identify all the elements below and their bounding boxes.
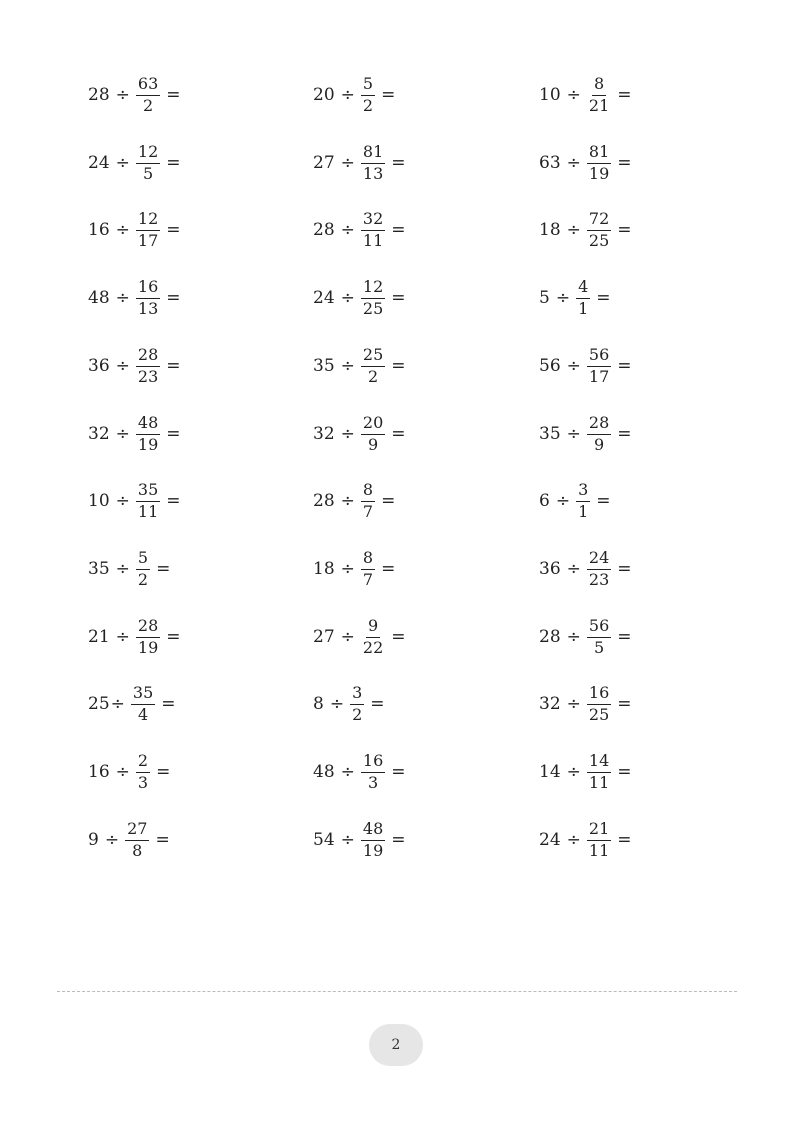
fraction-denominator: 23 (588, 569, 610, 589)
equals-sign: = (617, 627, 632, 647)
dividend: 56 (539, 356, 561, 376)
fraction-numerator: 9 (366, 617, 380, 637)
division-sign: ÷ (115, 491, 130, 511)
fraction-numerator: 28 (587, 414, 611, 434)
division-sign: ÷ (115, 153, 130, 173)
division-sign: ÷ (555, 288, 571, 308)
equals-sign: = (617, 356, 632, 376)
division-problem (88, 817, 170, 863)
equals-sign: = (596, 491, 611, 511)
division-sign: ÷ (566, 356, 581, 376)
fraction-numerator: 72 (587, 210, 611, 230)
division-sign: ÷ (110, 694, 125, 714)
fraction-denominator: 9 (593, 434, 605, 454)
division-problem (539, 546, 632, 592)
division-problem (313, 478, 395, 524)
equals-sign: = (166, 153, 181, 173)
division-sign: ÷ (115, 220, 130, 240)
division-problem (539, 72, 632, 118)
divisor-fraction (587, 617, 611, 657)
fraction-denominator: 8 (132, 840, 143, 860)
division-sign: ÷ (115, 424, 130, 444)
equals-sign: = (370, 694, 385, 714)
fraction-numerator: 8 (361, 481, 375, 501)
fraction-numerator: 8 (361, 549, 375, 569)
fraction-denominator: 9 (367, 434, 379, 454)
footer-divider (57, 991, 737, 992)
division-problem (88, 72, 181, 118)
divisor-fraction (587, 549, 611, 589)
equals-sign: = (391, 153, 406, 173)
division-problem (313, 140, 406, 186)
fraction-numerator: 4 (576, 278, 590, 298)
divisor-fraction (587, 346, 611, 386)
divisor-fraction (361, 752, 385, 792)
fraction-numerator: 48 (361, 820, 385, 840)
equals-sign: = (596, 288, 611, 308)
equals-sign: = (617, 830, 632, 850)
divisor-fraction (136, 346, 160, 386)
division-problem (539, 614, 632, 660)
dividend: 36 (539, 559, 561, 579)
dividend: 27 (313, 627, 335, 647)
division-problem (88, 275, 181, 321)
equals-sign: = (166, 627, 181, 647)
division-problem (313, 275, 406, 321)
division-problem (539, 681, 632, 727)
equals-sign: = (155, 830, 170, 850)
fraction-denominator: 2 (137, 569, 149, 589)
division-problem (539, 411, 632, 457)
divisor-fraction (136, 414, 160, 454)
division-sign: ÷ (340, 153, 355, 173)
fraction-denominator: 2 (142, 95, 154, 115)
fraction-numerator: 2 (136, 752, 150, 772)
equals-sign: = (391, 830, 406, 850)
fraction-numerator: 28 (136, 617, 160, 637)
fraction-denominator: 17 (137, 230, 159, 250)
division-problem (88, 207, 181, 253)
division-sign: ÷ (104, 830, 120, 850)
division-problem (539, 478, 611, 524)
divisor-fraction (587, 143, 611, 183)
divisor-fraction (361, 481, 375, 521)
dividend: 48 (88, 288, 110, 308)
page-number-badge (369, 1024, 423, 1066)
dividend: 16 (88, 762, 110, 782)
fraction-denominator: 11 (588, 840, 610, 860)
dividend: 18 (313, 559, 335, 579)
fraction-denominator: 11 (362, 230, 384, 250)
fraction-numerator: 16 (361, 752, 385, 772)
divisor-fraction (136, 752, 150, 792)
fraction-denominator: 5 (142, 163, 154, 183)
fraction-denominator: 19 (588, 163, 610, 183)
fraction-numerator: 56 (587, 617, 611, 637)
division-sign: ÷ (340, 288, 355, 308)
division-problem (313, 411, 406, 457)
fraction-denominator: 25 (362, 298, 384, 318)
division-sign: ÷ (566, 627, 581, 647)
fraction-denominator: 25 (588, 230, 610, 250)
division-sign: ÷ (555, 491, 571, 511)
equals-sign: = (391, 288, 406, 308)
fraction-numerator: 5 (136, 549, 150, 569)
division-sign: ÷ (340, 220, 355, 240)
division-problem (313, 72, 395, 118)
division-problem (539, 140, 632, 186)
divisor-fraction (131, 684, 155, 724)
fraction-denominator: 4 (137, 704, 149, 724)
divisor-fraction (361, 346, 385, 386)
division-problem (313, 546, 395, 592)
division-sign: ÷ (340, 627, 355, 647)
division-sign: ÷ (340, 85, 355, 105)
divisor-fraction (361, 278, 385, 318)
division-problem (313, 681, 385, 727)
fraction-numerator: 81 (587, 143, 611, 163)
divisor-fraction (136, 549, 150, 589)
equals-sign: = (617, 559, 632, 579)
equals-sign: = (166, 220, 181, 240)
divisor-fraction (136, 143, 160, 183)
fraction-denominator: 3 (367, 772, 379, 792)
division-problem (539, 275, 611, 321)
divisor-fraction (136, 210, 160, 250)
division-problem (313, 614, 406, 660)
division-problem (313, 749, 406, 795)
fraction-numerator: 21 (587, 820, 611, 840)
division-sign: ÷ (566, 559, 581, 579)
equals-sign: = (156, 559, 171, 579)
dividend: 21 (88, 627, 110, 647)
equals-sign: = (391, 424, 406, 444)
divisor-fraction (587, 210, 611, 250)
equals-sign: = (166, 288, 181, 308)
division-problem (313, 817, 406, 863)
equals-sign: = (381, 85, 396, 105)
divisor-fraction (576, 481, 590, 521)
divisor-fraction (136, 75, 160, 115)
fraction-denominator: 2 (362, 95, 374, 115)
divisor-fraction (587, 75, 611, 115)
equals-sign: = (617, 694, 632, 714)
dividend: 28 (313, 491, 335, 511)
division-sign: ÷ (340, 559, 355, 579)
divisor-fraction (576, 278, 590, 318)
fraction-numerator: 16 (587, 684, 611, 704)
fraction-denominator: 25 (588, 704, 610, 724)
fraction-numerator: 8 (592, 75, 606, 95)
division-sign: ÷ (566, 153, 581, 173)
equals-sign: = (381, 491, 396, 511)
dividend: 24 (88, 153, 110, 173)
dividend: 54 (313, 830, 335, 850)
dividend: 35 (88, 559, 110, 579)
dividend: 24 (313, 288, 335, 308)
division-sign: ÷ (566, 694, 581, 714)
fraction-numerator: 35 (136, 481, 160, 501)
division-sign: ÷ (566, 424, 581, 444)
fraction-numerator: 63 (136, 75, 160, 95)
division-sign: ÷ (115, 559, 130, 579)
equals-sign: = (166, 356, 181, 376)
divisor-fraction (361, 143, 385, 183)
equals-sign: = (617, 762, 632, 782)
dividend: 9 (88, 830, 99, 850)
equals-sign: = (161, 694, 176, 714)
fraction-numerator: 24 (587, 549, 611, 569)
division-sign: ÷ (340, 424, 355, 444)
fraction-numerator: 56 (587, 346, 611, 366)
division-problem (88, 411, 181, 457)
divisor-fraction (587, 752, 611, 792)
division-problem (313, 343, 406, 389)
dividend: 36 (88, 356, 110, 376)
equals-sign: = (166, 424, 181, 444)
division-problem (539, 817, 632, 863)
fraction-numerator: 28 (136, 346, 160, 366)
fraction-denominator: 7 (362, 569, 374, 589)
fraction-denominator: 1 (578, 501, 589, 521)
equals-sign: = (617, 153, 632, 173)
dividend: 28 (539, 627, 561, 647)
fraction-numerator: 35 (131, 684, 155, 704)
division-sign: ÷ (115, 627, 130, 647)
division-problem (539, 207, 632, 253)
division-problem (88, 140, 181, 186)
division-sign: ÷ (340, 830, 355, 850)
division-sign: ÷ (329, 694, 345, 714)
divisor-fraction (361, 820, 385, 860)
fraction-numerator: 48 (136, 414, 160, 434)
fraction-denominator: 2 (352, 704, 363, 724)
dividend: 35 (313, 356, 335, 376)
equals-sign: = (617, 424, 632, 444)
fraction-denominator: 13 (362, 163, 384, 183)
fraction-numerator: 5 (361, 75, 375, 95)
dividend: 32 (313, 424, 335, 444)
fraction-denominator: 22 (362, 637, 384, 657)
divisor-fraction (587, 684, 611, 724)
dividend: 32 (539, 694, 561, 714)
divisor-fraction (136, 481, 160, 521)
divisor-fraction (361, 75, 375, 115)
divisor-fraction (361, 617, 385, 657)
fraction-denominator: 13 (137, 298, 159, 318)
dividend: 28 (313, 220, 335, 240)
division-sign: ÷ (115, 356, 130, 376)
divisor-fraction (361, 210, 385, 250)
divisor-fraction (587, 414, 611, 454)
equals-sign: = (391, 627, 406, 647)
dividend: 24 (539, 830, 561, 850)
equals-sign: = (391, 762, 406, 782)
dividend: 20 (313, 85, 335, 105)
division-problem (88, 614, 181, 660)
divisor-fraction (125, 820, 149, 860)
division-sign: ÷ (566, 220, 581, 240)
fraction-denominator: 23 (137, 366, 159, 386)
division-problem (539, 343, 632, 389)
division-sign: ÷ (566, 85, 581, 105)
equals-sign: = (391, 356, 406, 376)
divisor-fraction (136, 278, 160, 318)
fraction-denominator: 7 (362, 501, 374, 521)
division-sign: ÷ (115, 85, 130, 105)
equals-sign: = (381, 559, 396, 579)
fraction-numerator: 81 (361, 143, 385, 163)
division-sign: ÷ (115, 762, 130, 782)
fraction-denominator: 2 (367, 366, 379, 386)
dividend: 48 (313, 762, 335, 782)
equals-sign: = (166, 85, 181, 105)
division-problem (88, 343, 181, 389)
dividend: 32 (88, 424, 110, 444)
equals-sign: = (156, 762, 171, 782)
dividend: 10 (539, 85, 561, 105)
fraction-numerator: 32 (361, 210, 385, 230)
dividend: 5 (539, 288, 550, 308)
dividend: 18 (539, 220, 561, 240)
dividend: 10 (88, 491, 110, 511)
fraction-numerator: 12 (136, 143, 160, 163)
fraction-denominator: 19 (137, 637, 159, 657)
fraction-denominator: 19 (137, 434, 159, 454)
division-problem (88, 478, 181, 524)
divisor-fraction (587, 820, 611, 860)
division-sign: ÷ (566, 830, 581, 850)
division-problem (313, 207, 406, 253)
equals-sign: = (166, 491, 181, 511)
fraction-numerator: 16 (136, 278, 160, 298)
dividend: 35 (539, 424, 561, 444)
fraction-numerator: 12 (361, 278, 385, 298)
fraction-numerator: 3 (350, 684, 364, 704)
equals-sign: = (617, 220, 632, 240)
fraction-denominator: 5 (593, 637, 605, 657)
fraction-denominator: 11 (588, 772, 610, 792)
fraction-denominator: 1 (578, 298, 589, 318)
division-problem (88, 546, 170, 592)
page-number: 2 (391, 1037, 401, 1053)
division-problem (539, 749, 632, 795)
fraction-denominator: 21 (588, 95, 610, 115)
fraction-numerator: 12 (136, 210, 160, 230)
fraction-numerator: 20 (361, 414, 385, 434)
fraction-numerator: 3 (576, 481, 590, 501)
division-sign: ÷ (340, 762, 355, 782)
dividend: 14 (539, 762, 561, 782)
dividend: 25 (88, 694, 110, 714)
dividend: 8 (313, 694, 324, 714)
division-sign: ÷ (566, 762, 581, 782)
dividend: 6 (539, 491, 550, 511)
equals-sign: = (617, 85, 632, 105)
division-sign: ÷ (115, 288, 130, 308)
fraction-numerator: 25 (361, 346, 385, 366)
dividend: 27 (313, 153, 335, 173)
divisor-fraction (350, 684, 364, 724)
division-sign: ÷ (340, 491, 355, 511)
divisor-fraction (361, 549, 375, 589)
division-sign: ÷ (340, 356, 355, 376)
fraction-denominator: 17 (588, 366, 610, 386)
fraction-numerator: 14 (587, 752, 611, 772)
fraction-denominator: 11 (137, 501, 159, 521)
divisor-fraction (361, 414, 385, 454)
equals-sign: = (391, 220, 406, 240)
fraction-denominator: 3 (137, 772, 149, 792)
divisor-fraction (136, 617, 160, 657)
dividend: 28 (88, 85, 110, 105)
dividend: 16 (88, 220, 110, 240)
division-problem (88, 749, 170, 795)
dividend: 63 (539, 153, 561, 173)
fraction-denominator: 19 (362, 840, 384, 860)
division-problem (88, 681, 176, 727)
fraction-numerator: 27 (125, 820, 149, 840)
